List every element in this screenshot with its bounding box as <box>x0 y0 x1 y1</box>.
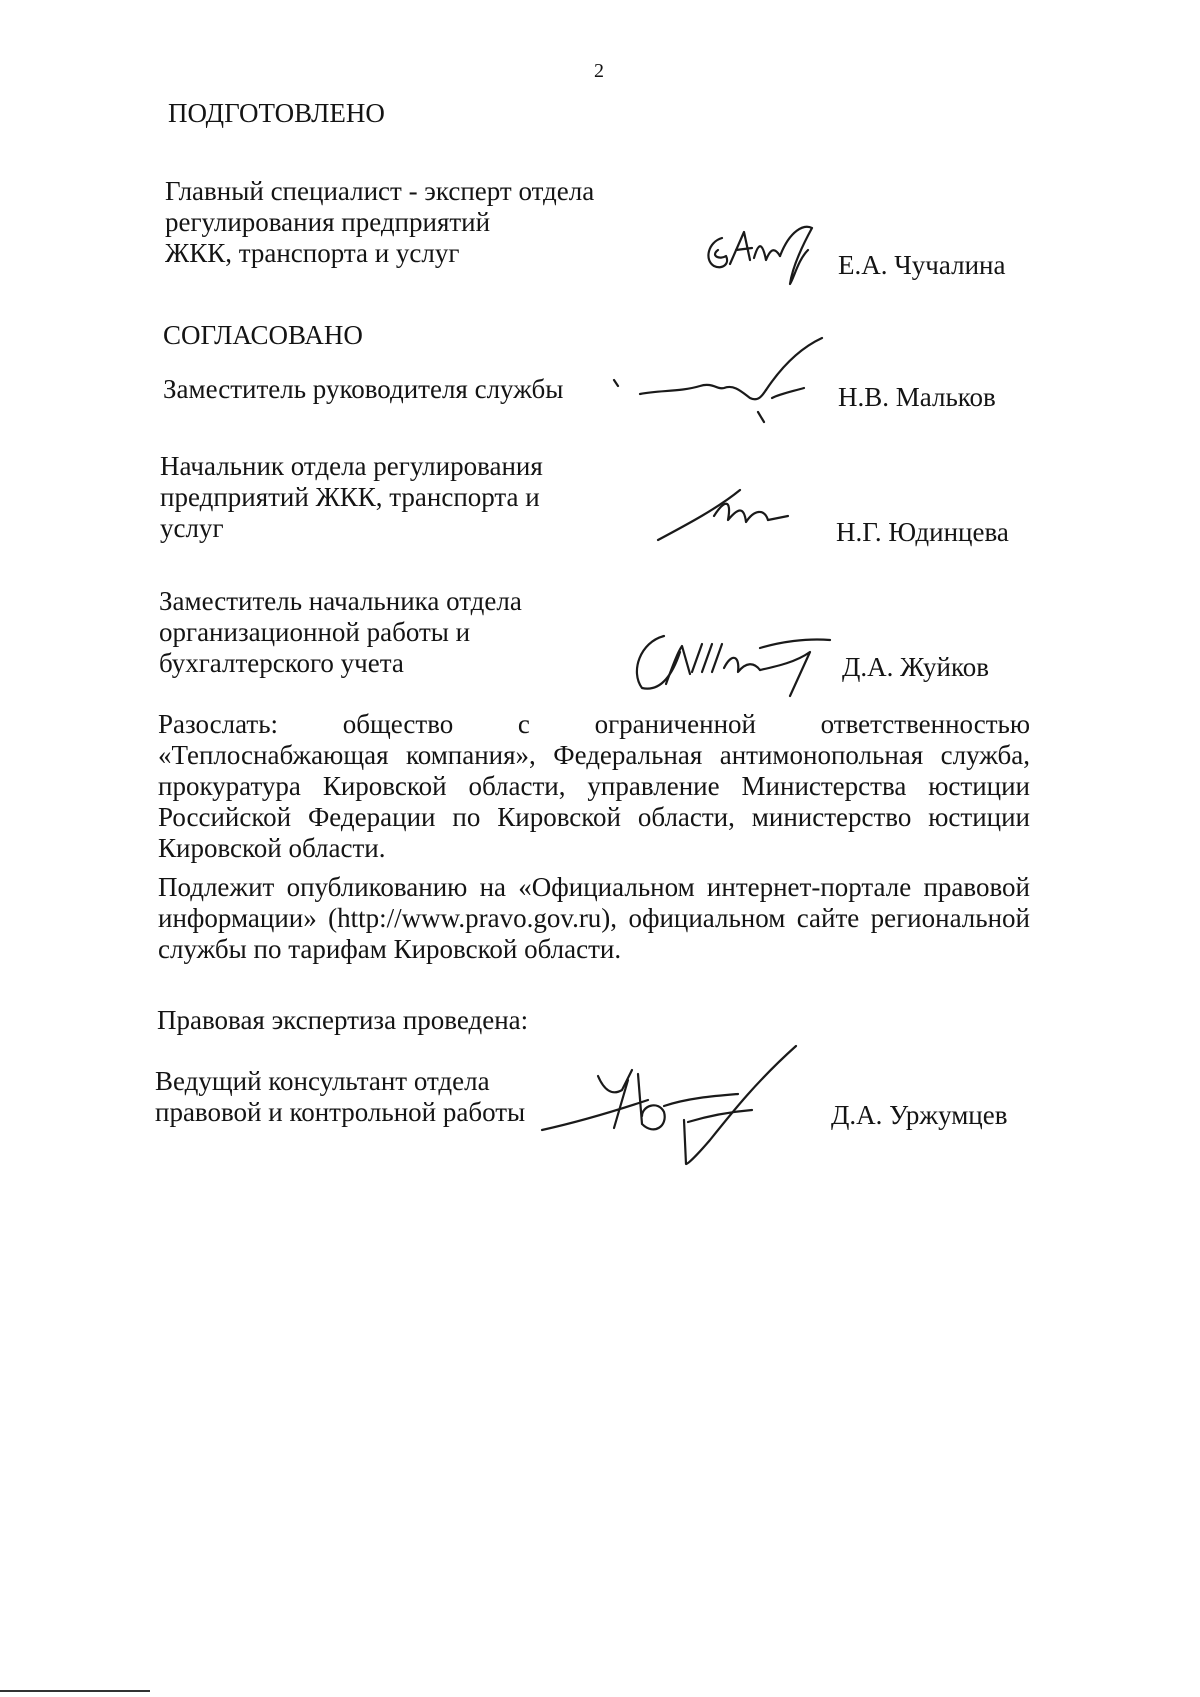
agreed-heading: СОГЛАСОВАНО <box>163 320 363 350</box>
signature-urzhumtsev <box>538 1040 808 1170</box>
signer-position-line: услуг <box>160 513 224 543</box>
signer-position-line: Заместитель начальника отдела <box>159 586 522 616</box>
legal-review-position-line: Ведущий консультант отдела <box>155 1066 490 1096</box>
footer-rule <box>0 1690 150 1692</box>
legal-review-heading: Правовая экспертиза проведена: <box>157 1005 529 1035</box>
signer-position-line: Начальник отдела регулирования <box>160 451 543 481</box>
signer-position-line: предприятий ЖКК, транспорта и <box>160 482 540 512</box>
legal-review-position-line: правовой и контрольной работы <box>155 1097 526 1127</box>
signature-yudintseva <box>648 480 798 550</box>
signature-zhuykov <box>620 622 840 702</box>
page-number: 2 <box>594 60 604 82</box>
prepared-heading: ПОДГОТОВЛЕНО <box>168 98 385 128</box>
signer-position-line: бухгалтерского учета <box>159 648 404 678</box>
prepared-position-line: регулирования предприятий <box>165 207 491 237</box>
signer-position-line: Заместитель руководителя службы <box>163 374 564 404</box>
signer-name: Н.В. Мальков <box>838 382 996 412</box>
signer-name: Н.Г. Юдинцева <box>836 517 1009 547</box>
legal-review-name: Д.А. Уржумцев <box>831 1100 1008 1130</box>
signature-chuchalina <box>700 220 820 290</box>
prepared-position-line: Главный специалист - эксперт отдела <box>165 176 595 206</box>
distribution-paragraph: Разослать: общество с ограниченной ответственностью «Теплоснабжающая компания», Федеральная антимонопольная служба, прокуратура Кировской области, управление Министерства юстиции Российской Федерации по Кировской области, министерство юстиции Кировской области. <box>158 709 1030 863</box>
publication-paragraph: Подлежит опубликованию на «Официальном интернет-портале правовой информации» (http://www.pravo.gov.ru), официальном сайте региональной службы по тарифам Кировской области. <box>158 872 1030 964</box>
signer-position-line: организационной работы и <box>159 617 471 647</box>
signature-malkov <box>600 332 830 432</box>
signer-name: Д.А. Жуйков <box>842 652 989 682</box>
prepared-position-line: ЖКК, транспорта и услуг <box>165 238 460 268</box>
prepared-name: Е.А. Чучалина <box>838 250 1006 280</box>
